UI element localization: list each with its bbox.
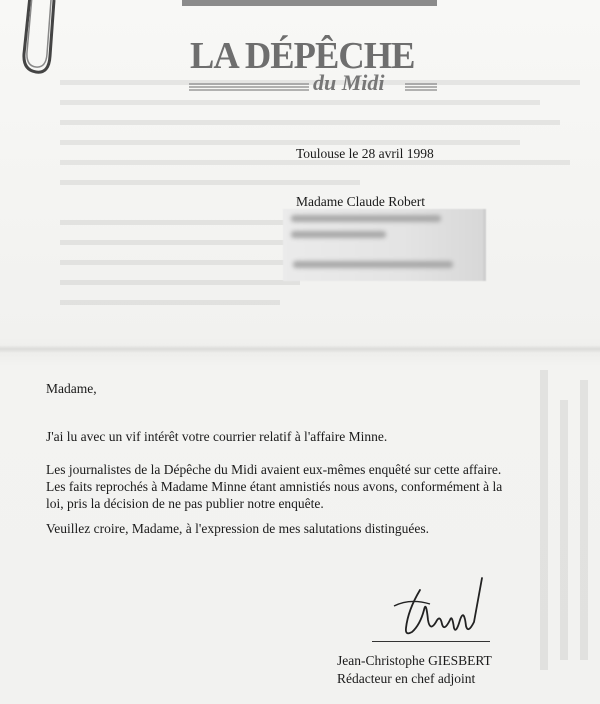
recipient-name: Madame Claude Robert bbox=[296, 194, 425, 209]
redacted-line bbox=[291, 215, 441, 222]
signer-name: Jean-Christophe GIESBERT bbox=[337, 653, 492, 668]
salutation: Madame, bbox=[46, 381, 97, 396]
redacted-line bbox=[293, 261, 453, 268]
paragraph-2-line: Les faits reprochés à Madame Minne étant amnistiés nous avons, conformément à la bbox=[46, 479, 503, 494]
paragraph-2-line: loi, pris la décision de ne pas publier notre enquête. bbox=[46, 496, 324, 511]
paragraph-2 bbox=[46, 461, 502, 512]
paragraph-2-line: Les journalistes de la Dépêche du Midi avaient eux-mêmes enquêté sur cette affaire. bbox=[46, 462, 502, 477]
logo-title: LA DÉPÊCHE bbox=[190, 35, 415, 77]
bleed-through-texture bbox=[40, 70, 600, 690]
place-date: Toulouse le 28 avril 1998 bbox=[296, 146, 434, 161]
newspaper-logo bbox=[183, 30, 443, 102]
handwritten-signature bbox=[390, 570, 500, 650]
signer-title: Rédacteur en chef adjoint bbox=[337, 671, 476, 686]
top-edge-bar bbox=[182, 0, 437, 6]
paper-fold bbox=[0, 345, 600, 353]
redacted-address bbox=[283, 209, 486, 281]
paper-clip-icon bbox=[16, 0, 56, 78]
paragraph-1: J'ai lu avec un vif intérêt votre courrier relatif à l'affaire Minne. bbox=[46, 429, 388, 444]
redacted-line bbox=[291, 231, 386, 238]
paragraph-3: Veuillez croire, Madame, à l'expression de mes salutations distinguées. bbox=[46, 521, 429, 536]
logo-subtitle: du Midi bbox=[313, 70, 385, 95]
signature-line bbox=[372, 641, 490, 642]
